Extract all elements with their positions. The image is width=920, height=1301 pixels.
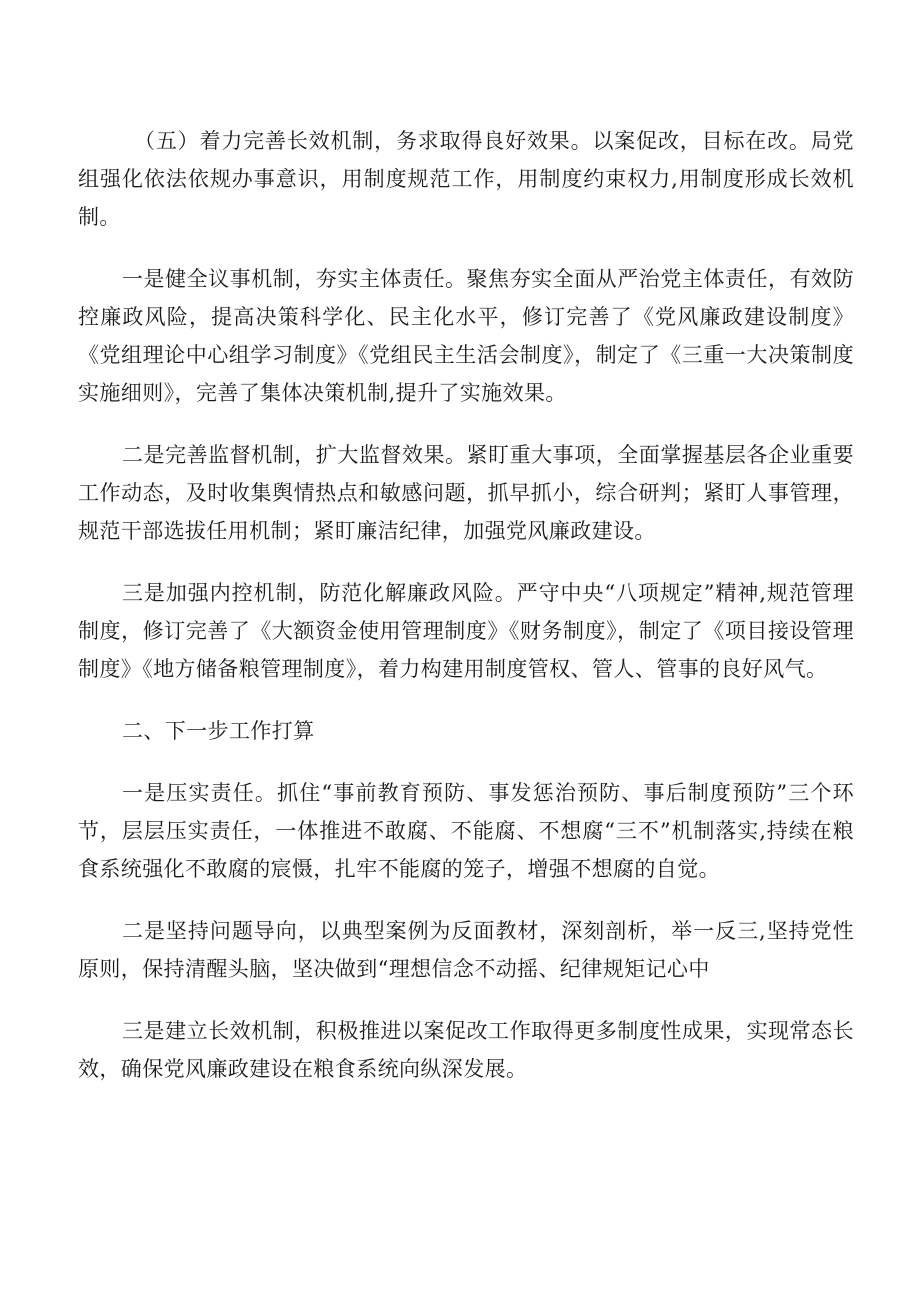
document-body [78,122,854,1112]
section-heading: 二、下一步工作打算 [122,719,315,743]
paragraph-plan-responsibility: 一是压实责任。抓住“事前教育预防、事发惩治预防、事后制度预防”三个环节，层层压实责任，一体推进不敢腐、不能腐、不想腐“三不”机制落实,持续在粮食系统强化不敢腐的宸慑，扎牢不能腐的笼子，增强不想腐的自觉。 [78,781,854,881]
paragraph-long-term-mechanism: （五）着力完善长效机制，务求取得良好效果。以案促改，目标在改。局党组强化依法依规办事意识，用制度规范工作，用制度约束权力,用制度形成长效机制。 [78,129,854,229]
paragraph-deliberation-mechanism: 一是健全议事机制，夯实主体责任。聚焦夯实全面从严治党主体责任，有效防控廉政风险，提高决策科学化、民主化水平，修订完善了《党风廉政建设制度》《党组理论中心组学习制度》《党组民主生活会制度》，制定了《三重一大决策制度实施细则》，完善了集体决策机制,提升了实施效果。 [78,267,854,405]
paragraph-internal-control: 三是加强内控机制，防范化解廉政风险。严守中央“八项规定”精神,规范管理制度，修订完善了《大额资金使用管理制度》《财务制度》，制定了《项目接设管理制度》《地方储备粮管理制度》，着力构建用制度管权、管人、管事的良好风气。 [78,581,854,681]
paragraph-plan-problem-oriented: 二是坚持问题导向，以典型案例为反面教材，深刻剖析，举一反三,坚持党性原则，保持清醒头脑，坚决做到“理想信念不动摇、纪律规矩记心中 [78,919,854,981]
paragraph-plan-long-term: 三是建立长效机制，积极推进以案促改工作取得更多制度性成果，实现常态长效，确保党风廉政建设在粮食系统向纵深发展。 [78,1019,854,1081]
paragraph-supervision-mechanism: 二是完善监督机制，扩大监督效果。紧盯重大事项，全面掌握基层各企业重要工作动态，及时收集舆情热点和敏感问题，抓早抓小，综合研判；紧盯人事管理，规范干部选拔任用机制；紧盯廉洁纪律，加强党风廉政建设。 [78,443,854,543]
